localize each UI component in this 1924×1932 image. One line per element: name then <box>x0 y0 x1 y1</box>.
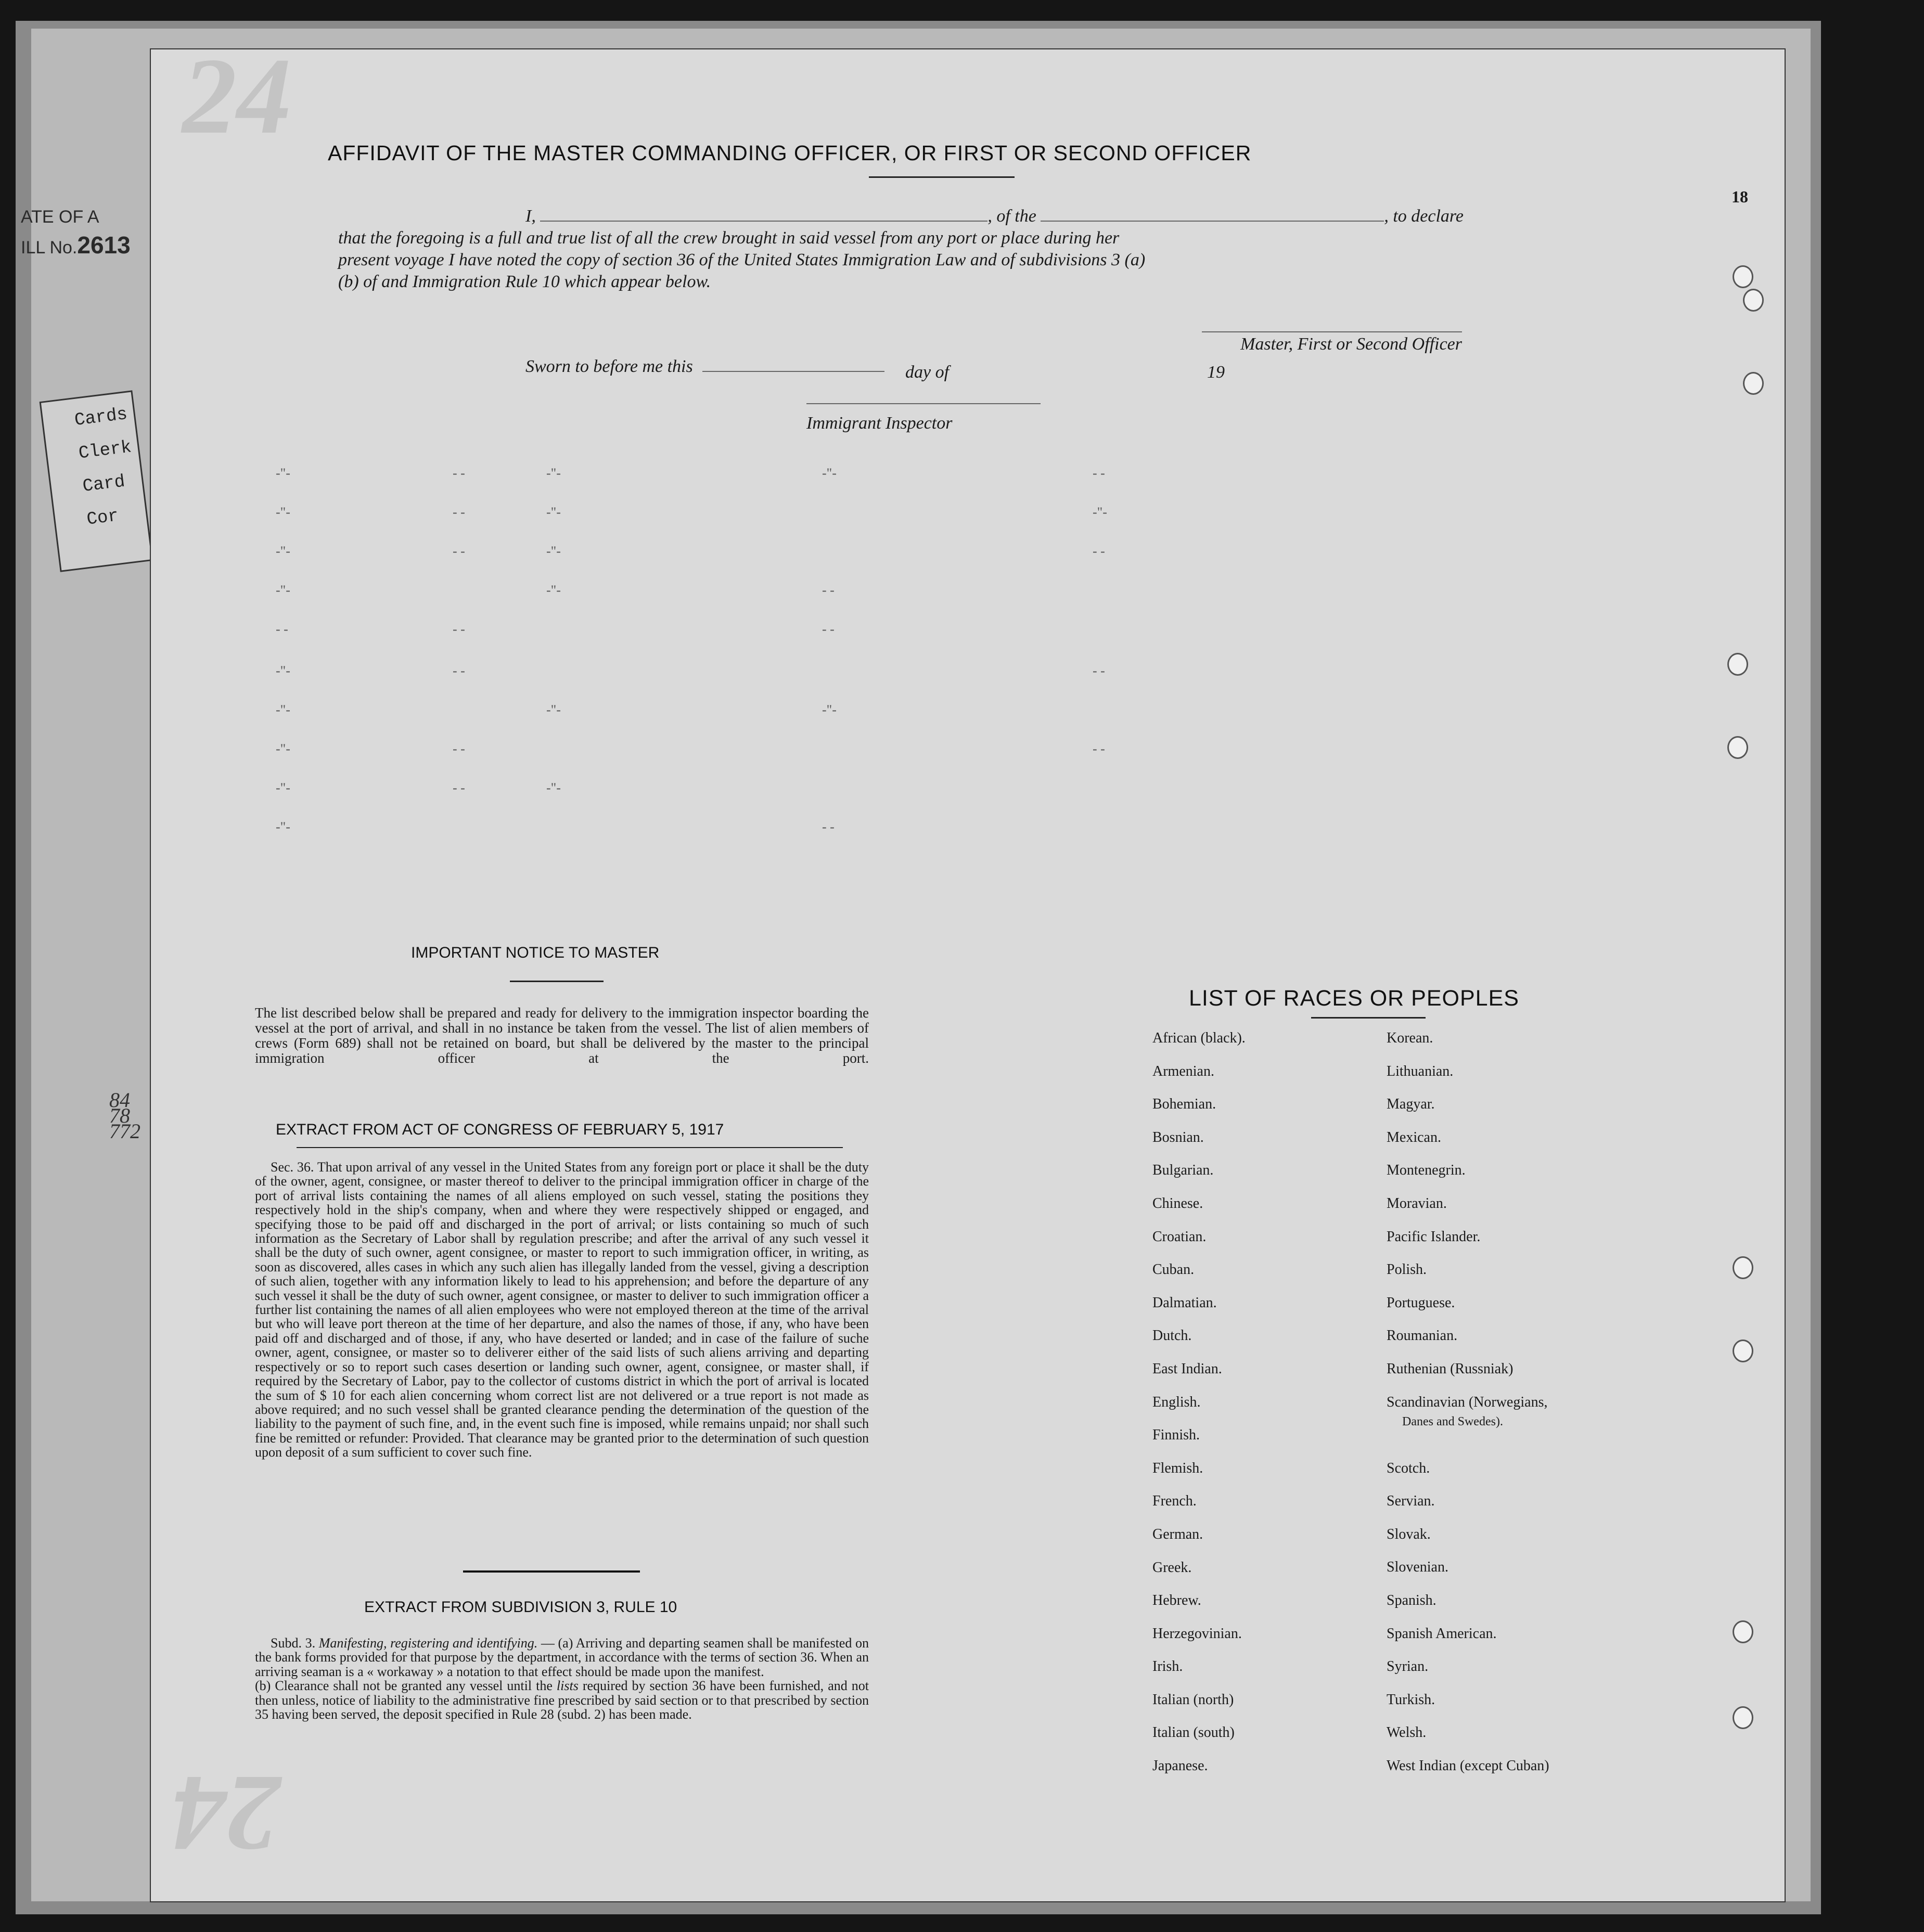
punch-hole-icon <box>1727 653 1748 676</box>
race-item: Croatian. <box>1152 1228 1207 1245</box>
races-title: LIST OF RACES OR PEOPLES <box>1189 986 1519 1011</box>
race-item: French. <box>1152 1493 1197 1510</box>
race-item: Slovenian. <box>1387 1559 1448 1576</box>
race-item: West Indian (except Cuban) <box>1387 1757 1549 1774</box>
race-item-continuation: Danes and Swedes). <box>1402 1414 1503 1428</box>
bleed-through-marks: -"- - - -"- -"- - - -"- - - -"- -"- -"- - - -"- - - -"- -"- - - - - - - - - -"- - - - - -"- -"- -"- -"- - - - - -"- - - -"- -"- - - <box>276 466 1107 834</box>
race-item: Herzegovinian. <box>1152 1625 1242 1642</box>
race-item: Welsh. <box>1387 1724 1427 1741</box>
inspector-signature-line <box>806 403 1041 404</box>
act-divider-bold <box>463 1570 640 1573</box>
act-title: EXTRACT FROM ACT OF CONGRESS OF FEBRUARY 5, 1917 <box>276 1121 724 1138</box>
stamp-line: Card <box>81 472 126 497</box>
vessel-blank <box>1041 206 1384 222</box>
race-item: Bulgarian. <box>1152 1162 1214 1179</box>
race-item: Italian (south) <box>1152 1724 1235 1741</box>
subdivision-text-b-prefix: (b) Clearance shall not be granted any vessel until the <box>255 1678 553 1694</box>
subdivision-text <box>255 1636 869 1721</box>
punch-hole-icon <box>1733 1620 1753 1643</box>
act-divider <box>297 1147 843 1148</box>
race-item: Magyar. <box>1387 1096 1435 1113</box>
affidavit-line-4: (b) of and Immigration Rule 10 which appear below. <box>338 272 711 291</box>
section-36-text <box>255 1160 869 1460</box>
section-label: Sec. 36. <box>271 1160 314 1175</box>
affidavit-page <box>151 49 1785 1901</box>
page-number: 18 <box>1731 187 1748 206</box>
affidavit-of-the: , of the <box>987 207 1036 226</box>
race-item: Hebrew. <box>1152 1592 1201 1609</box>
race-item: Chinese. <box>1152 1195 1203 1212</box>
affidavit-opening: I, <box>525 207 536 226</box>
header-line-2: ILL No.2613 <box>21 231 131 259</box>
notice-body <box>255 1006 869 1066</box>
race-item: Korean. <box>1387 1030 1433 1046</box>
race-item: Mexican. <box>1387 1129 1441 1145</box>
race-item: Ruthenian (Russniak) <box>1387 1360 1513 1377</box>
race-item: Lithuanian. <box>1387 1063 1454 1079</box>
handwritten-margin-note: 84 78 772 <box>109 1088 140 1143</box>
race-item: Dutch. <box>1152 1328 1192 1344</box>
punch-hole-icon <box>1733 1706 1753 1729</box>
underlying-sheet-header <box>21 203 151 307</box>
races-column-2 <box>1387 1030 1549 1791</box>
affidavit-line-3: present voyage I have noted the copy of section 36 of the United States Immigration Law and of subdivisions 3 (a) <box>338 250 1146 269</box>
punch-hole-icon <box>1743 372 1764 395</box>
race-item: Montenegrin. <box>1387 1162 1466 1179</box>
year-prefix: 19 <box>1207 363 1225 382</box>
subdivision-paragraph-b <box>255 1679 869 1721</box>
header-line-1: ATE OF A <box>21 207 99 227</box>
notice-paragraph: The list described below shall be prepared and ready for delivery to the immigration inspector boarding the vessel at the port of arrival, and shall in no instance be taken from the vessel. The list of alien members of crews (Form 689) shall not be retained on board, but shall be delivered by the master to the principal immigration officer at the port. <box>255 1005 869 1066</box>
race-item: Spanish. <box>1387 1592 1436 1608</box>
races-column-1 <box>1152 1030 1246 1791</box>
day-blank <box>702 356 884 372</box>
subdivision-text-b-rest: required by section 36 have been furnished, and not then unless, notice of liability to the administrative fine prescribed by said section or to that prescribed by section 35 having been served, the deposit specified in Rule 28 (subd. 2) has been made. <box>255 1678 869 1722</box>
race-item: Scotch. <box>1387 1460 1430 1476</box>
race-item: Syrian. <box>1387 1658 1429 1675</box>
race-item: Portuguese. <box>1387 1294 1455 1311</box>
title-divider <box>869 176 1015 178</box>
race-item: Armenian. <box>1152 1063 1214 1079</box>
punch-hole-icon <box>1733 1339 1753 1362</box>
race-item: Dalmatian. <box>1152 1294 1217 1311</box>
affidavit-line-1 <box>338 205 1608 227</box>
race-item: Scandinavian (Norwegians, <box>1387 1394 1548 1410</box>
race-item: Bosnian. <box>1152 1129 1204 1145</box>
header-number: 2613 <box>77 231 131 259</box>
race-item: Turkish. <box>1387 1691 1435 1708</box>
race-item: Italian (north) <box>1152 1691 1234 1708</box>
subdivision-heading: Manifesting, registering and identifying. <box>318 1635 538 1651</box>
sworn-label: Sworn to before me this <box>525 357 693 376</box>
punch-hole-icon <box>1733 265 1753 288</box>
stamp-line: Clerk <box>78 437 133 464</box>
race-item: Bohemian. <box>1152 1096 1216 1113</box>
race-item: Japanese. <box>1152 1758 1208 1774</box>
subdivision-text-a: — (a) Arriving and departing seamen shall be manifested on the bank forms provided for that purpose by the department, in accordance with the terms of section 36. When an arriving seaman is a « workaway » a notation to that effect should be made upon the manifest. <box>255 1635 869 1679</box>
race-item: Roumanian. <box>1387 1328 1458 1344</box>
stamp-line: Cards <box>73 404 129 431</box>
race-item: Slovak. <box>1387 1526 1431 1542</box>
stamp-line: Cor <box>85 506 120 530</box>
subdivision-title: EXTRACT FROM SUBDIVISION 3, RULE 10 <box>364 1599 677 1616</box>
inspector-label: Immigrant Inspector <box>806 414 953 433</box>
affidavit-line-2: that the foregoing is a full and true list of all the crew brought in said vessel from any port or place during her <box>338 228 1120 248</box>
subdivision-label: Subd. 3. <box>271 1635 316 1651</box>
race-item: Finnish. <box>1152 1427 1200 1444</box>
ghost-page-number-top: 24 <box>182 49 291 157</box>
signature-line: Master, First or Second Officer <box>1202 331 1462 354</box>
race-item: Cuban. <box>1152 1261 1195 1278</box>
race-item: Flemish. <box>1152 1460 1203 1476</box>
race-item: East Indian. <box>1152 1360 1222 1377</box>
race-item: Greek. <box>1152 1559 1192 1576</box>
races-divider <box>1311 1017 1426 1019</box>
race-item: Spanish American. <box>1387 1625 1497 1642</box>
race-item: English. <box>1152 1394 1201 1410</box>
notice-title: IMPORTANT NOTICE TO MASTER <box>411 944 660 961</box>
day-of-label: day of <box>905 363 950 382</box>
page-title: AFFIDAVIT OF THE MASTER COMMANDING OFFICER, OR FIRST OR SECOND OFFICER <box>328 141 1252 165</box>
race-item: Pacific Islander. <box>1387 1228 1481 1245</box>
section-text: That upon arrival of any vessel in the United States from any foreign port or place it shall be the duty of the owner, agent, consignee, or master thereof to deliver to the principal immigration officer in charge of the port of arrival lists containing the names of all aliens employed on such vessel, stating the positions they respectively hold in the ship's company, when and where they were respectively shipped or engaged, and specifying those to be paid off and discharged in the port of arrival; or lists containing so much of such information as the Secretary of Labor shall by regulation prescribe; and after the arrival of any such vessel it shall be the duty of such owner, agent consignee, or master to report to such immigration officer, in writing, as soon as discovered, alles cases in which any such alien has illegally landed from the vessel, giving a description of such alien, together with any information likely to lead to his apprehension; and before the departure of any such vessel it shall be the duty of such owner, agent consignee, or master to deliver to such immigration officer a further list containing the names of all alien employees who were not employed thereon at the time of the arrival but who will leave port thereon at the time of her departure, and also the names of those, if any, who have been paid off and discharged and of those, if any, who have deserted or landed; and in case of the failure of suche owner, agent, consignee, or master so to deliverer either of the said lists of such aliens arriving and departing respectively or so to report such cases desertion or landing such owner, agent, consignee, or master shall, if required by the Secretary of Labor, pay to the collector of customs district in which the port of arrival is located the sum of $ 10 for each alien concerning whom correct list are not delivered or a true report is not made as above required; and no such vessel shall be granted clearance pending the determination of the question of the liability to the payment of such fine, and, in the event such fine is imposed, while remains unpaid; nor shall such fine be remitted or refunder: Provided. That clearance may be granted prior to the determination of such question upon deposit of a sum sufficient to cover such fine. <box>255 1160 869 1460</box>
race-item: Polish. <box>1387 1261 1427 1278</box>
notice-divider <box>510 981 604 982</box>
sworn-statement <box>525 356 1225 382</box>
punch-hole-icon <box>1727 736 1748 759</box>
punch-hole-icon <box>1733 1256 1753 1279</box>
subdivision-text-b-lists: lists <box>556 1678 579 1694</box>
name-blank <box>540 206 987 222</box>
affidavit-text <box>338 205 1608 293</box>
race-item: German. <box>1152 1526 1203 1542</box>
race-item: Servian. <box>1387 1493 1435 1510</box>
race-item: African (black). <box>1152 1030 1246 1046</box>
affidavit-to-declare: , to declare <box>1384 207 1464 226</box>
race-item: Irish. <box>1152 1658 1183 1675</box>
race-item: Moravian. <box>1387 1195 1447 1212</box>
punch-hole-icon <box>1743 289 1764 312</box>
ghost-page-number-bottom: 24 <box>172 1753 281 1874</box>
subdivision-paragraph-a <box>255 1636 869 1679</box>
